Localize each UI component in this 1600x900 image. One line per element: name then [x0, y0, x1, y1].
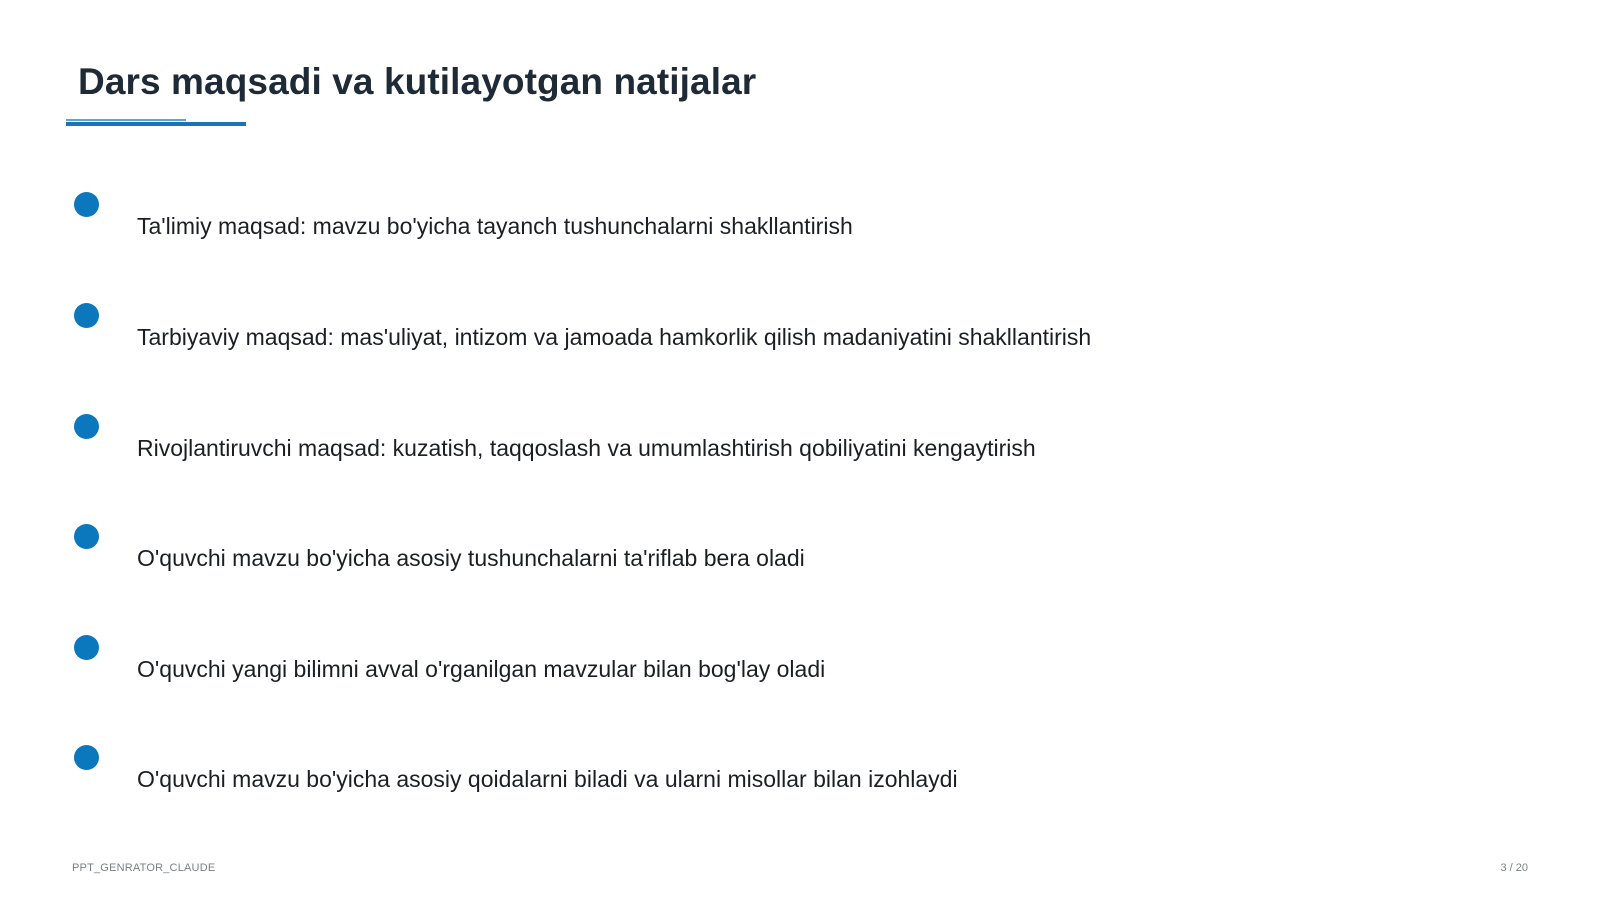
title-underline — [66, 122, 246, 126]
list-item-text: O'quvchi mavzu bo'yicha asosiy tushunchalarni ta'riflab bera oladi — [137, 545, 805, 571]
bullet-dot-icon — [74, 192, 99, 217]
list-item-text: O'quvchi mavzu bo'yicha asosiy qoidalarni biladi va ularni misollar bilan izohlaydi — [137, 766, 958, 792]
list-item-text: Tarbiyaviy maqsad: mas'uliyat, intizom va jamoada hamkorlik qilish madaniyatini shakllantirish — [137, 324, 1092, 350]
list-item — [74, 635, 1374, 715]
list-item-text: Rivojlantiruvchi maqsad: kuzatish, taqqoslash va umumlashtirish qobiliyatini kengaytirish — [137, 435, 1036, 461]
list-item — [74, 192, 1374, 272]
list-item-text: Ta'limiy maqsad: mavzu bo'yicha tayanch tushunchalarni shakllantirish — [137, 213, 853, 239]
list-item — [74, 414, 1374, 494]
list-item — [74, 303, 1374, 383]
bullet-dot-icon — [74, 524, 99, 549]
list-item — [74, 524, 1374, 604]
title-underline-accent — [66, 119, 186, 121]
bullet-dot-icon — [74, 303, 99, 328]
bullet-dot-icon — [74, 414, 99, 439]
list-item-text: O'quvchi yangi bilimni avval o'rganilgan mavzular bilan bog'lay oladi — [137, 656, 826, 682]
slide-title: Dars maqsadi va kutilayotgan natijalar — [78, 61, 757, 102]
bullet-dot-icon — [74, 745, 99, 770]
list-item — [74, 745, 1374, 825]
bullet-dot-icon — [74, 635, 99, 660]
page-number: 3 / 20 — [1500, 862, 1528, 874]
footer-source-label: PPT_GENRATOR_CLAUDE — [72, 862, 216, 874]
